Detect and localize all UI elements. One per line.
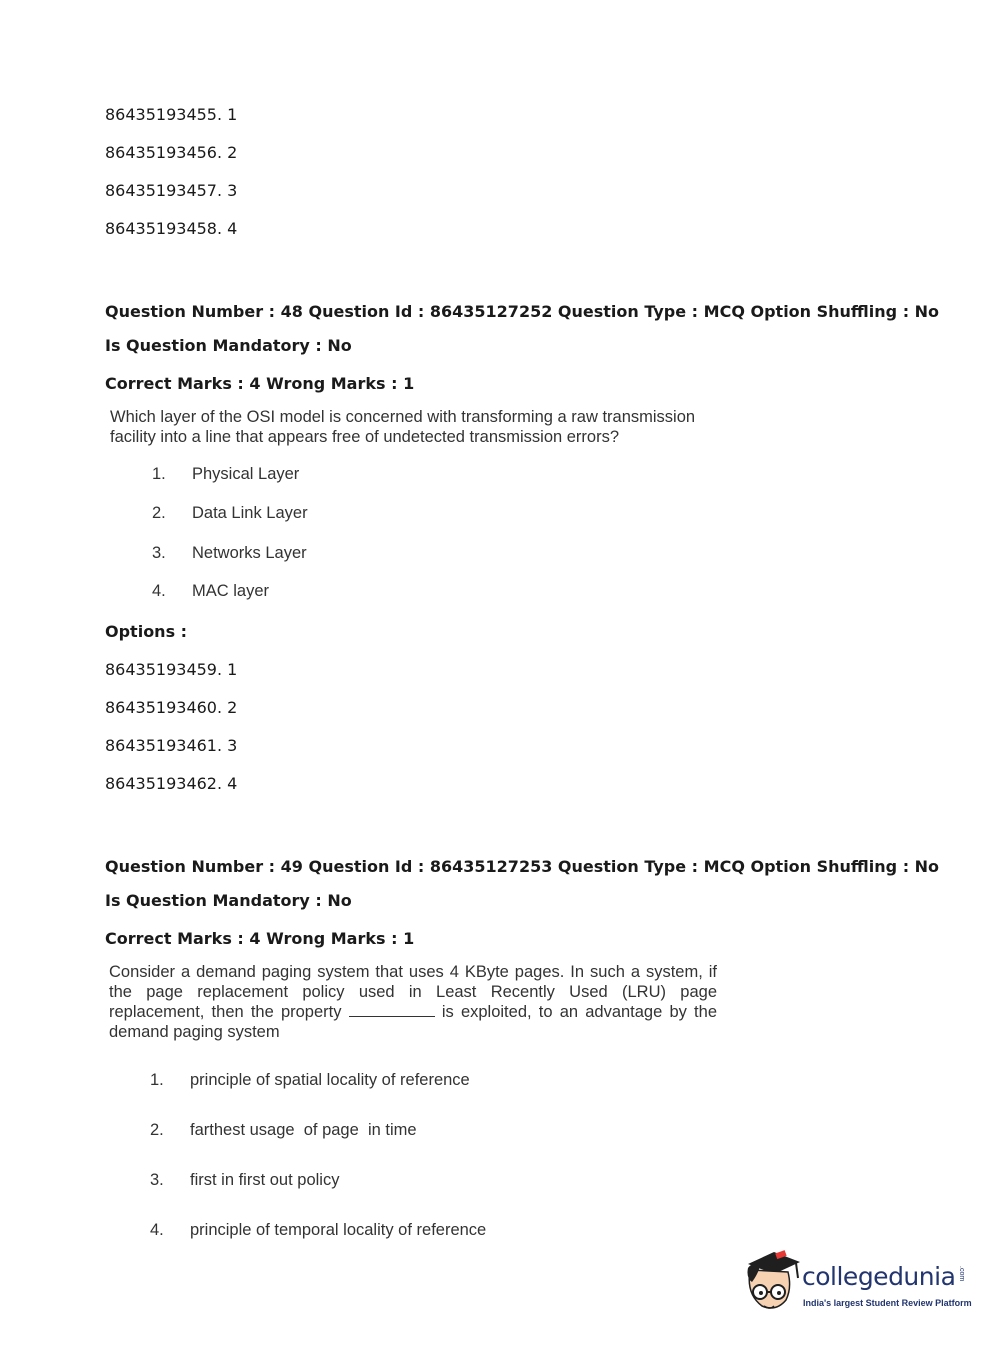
logo-tagline: India's largest Student Review Platform — [803, 1298, 972, 1308]
q48-option-3: 86435193461. 3 — [105, 736, 238, 755]
prev-option-2: 86435193456. 2 — [105, 143, 238, 162]
q48-option-2: 86435193460. 2 — [105, 698, 238, 717]
choice-text: farthest usage of page in time — [190, 1121, 417, 1139]
q48-option-1: 86435193459. 1 — [105, 660, 238, 679]
logo-wordmark: collegedunia — [802, 1262, 956, 1291]
q48-option-4: 86435193462. 4 — [105, 774, 238, 793]
choice-text: principle of spatial locality of reference — [190, 1071, 470, 1089]
choice-number: 3. — [152, 544, 166, 562]
answer-blank — [349, 1004, 435, 1017]
collegedunia-logo — [740, 1248, 970, 1320]
q48-header: Question Number : 48 Question Id : 86435127252 Question Type : MCQ Option Shuffling : No — [105, 302, 940, 321]
choice-number: 2. — [152, 504, 166, 522]
q48-options-label: Options : — [105, 622, 188, 641]
choice-text: Networks Layer — [192, 544, 307, 562]
choice-text: Physical Layer — [192, 465, 300, 483]
choice-text: Data Link Layer — [192, 504, 308, 522]
prev-option-4: 86435193458. 4 — [105, 219, 238, 238]
q48-marks: Correct Marks : 4 Wrong Marks : 1 — [105, 374, 415, 393]
q49-question-text — [109, 962, 717, 1042]
choice-number: 4. — [150, 1221, 164, 1239]
choice-text: principle of temporal locality of reference — [190, 1221, 487, 1239]
choice-number: 4. — [152, 582, 166, 600]
choice-text: first in first out policy — [190, 1171, 340, 1189]
q49-header: Question Number : 49 Question Id : 86435127253 Question Type : MCQ Option Shuffling : No — [105, 857, 940, 876]
q48-question-text: Which layer of the OSI model is concerned with transforming a raw transmission facility into a line that appears free of undetected transmission errors? — [110, 408, 696, 446]
choice-number: 1. — [150, 1071, 164, 1089]
choice-text: MAC layer — [192, 582, 270, 600]
choice-number: 1. — [152, 465, 166, 483]
choice-number: 3. — [150, 1171, 164, 1189]
prev-option-3: 86435193457. 3 — [105, 181, 238, 200]
q49-mandatory: Is Question Mandatory : No — [105, 891, 352, 910]
logo-suffix: .com — [958, 1266, 965, 1282]
mascot-icon — [740, 1248, 802, 1320]
prev-option-1: 86435193455. 1 — [105, 105, 238, 124]
q49-text-part1: Consider a demand paging system that uses 4 KByte pages. In such a system, if the page replacement policy used in Least Recently Used (LRU) page replacement, then the property — [109, 963, 717, 1021]
q49-marks: Correct Marks : 4 Wrong Marks : 1 — [105, 929, 415, 948]
q49-text-part2: is exploited, to an advantage by the demand paging system — [109, 1003, 717, 1041]
q48-mandatory: Is Question Mandatory : No — [105, 336, 352, 355]
choice-number: 2. — [150, 1121, 164, 1139]
